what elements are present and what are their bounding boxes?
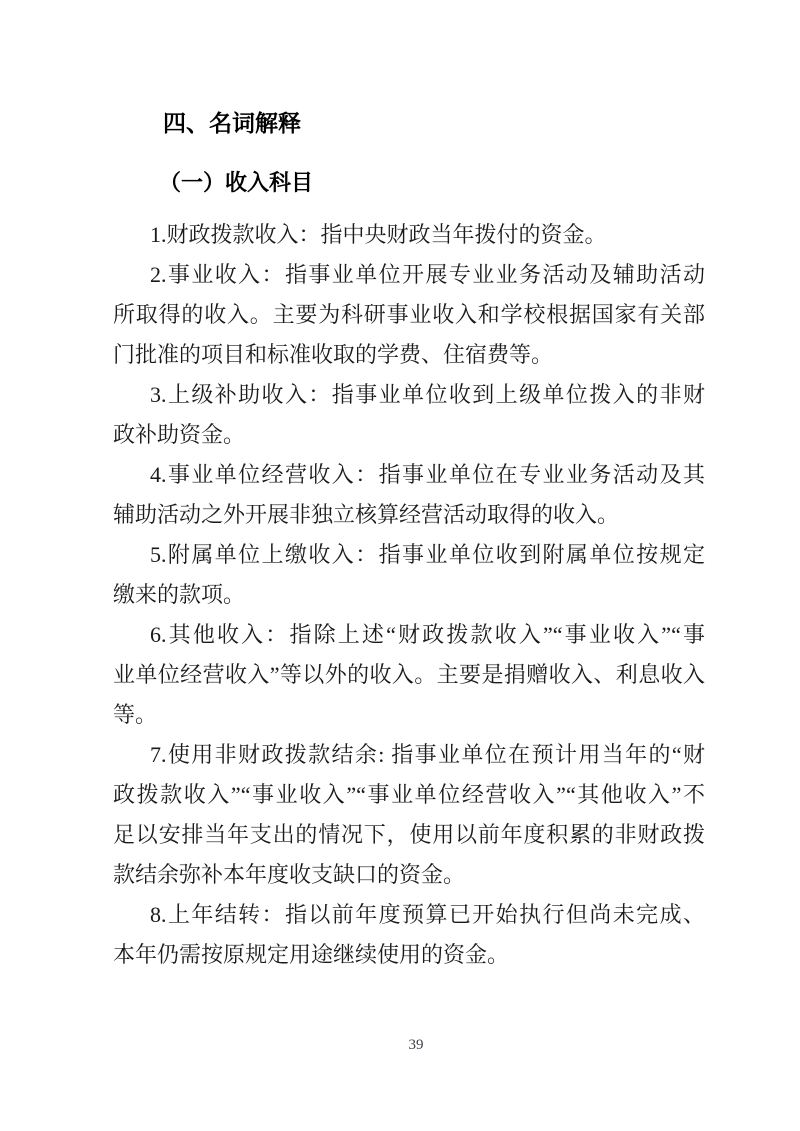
- glossary-paragraph: [113, 535, 705, 615]
- text-line: 3.上级补助收入：指事业单位收到上级单位拨入的非财: [150, 382, 705, 407]
- text-line: 本年仍需按原规定用途继续使用的资金。: [113, 942, 510, 967]
- glossary-paragraph: [113, 255, 705, 375]
- text-line: 等。: [113, 702, 158, 727]
- document-body: [113, 215, 705, 975]
- text-line: 4.事业单位经营收入：指事业单位在专业业务活动及其: [150, 462, 705, 487]
- glossary-paragraph: [113, 215, 705, 255]
- glossary-paragraph: [113, 375, 705, 455]
- section-title: 四、名词解释: [163, 110, 301, 136]
- text-line: 5.附属单位上缴收入：指事业单位收到附属单位按规定: [150, 542, 705, 567]
- glossary-paragraph: [113, 895, 705, 975]
- text-line: 款结余弥补本年度收支缺口的资金。: [113, 862, 466, 887]
- page-number: 39: [408, 1037, 424, 1053]
- text-line: 政补助资金。: [113, 422, 246, 447]
- text-line: 业单位经营收入”等以外的收入。主要是捐赠收入、利息收入: [113, 662, 705, 687]
- text-line: 2.事业收入：指事业单位开展专业业务活动及辅助活动: [150, 262, 705, 287]
- text-line: 足以安排当年支出的情况下，使用以前年度积累的非财政拨: [113, 822, 705, 847]
- glossary-paragraph: [113, 735, 705, 895]
- glossary-paragraph: [113, 455, 705, 535]
- document-content: [113, 103, 705, 975]
- text-line: 辅助活动之外开展非独立核算经营活动取得的收入。: [113, 502, 620, 527]
- subsection-title: （一）收入科目: [159, 170, 314, 195]
- text-line: 缴来的款项。: [113, 582, 246, 607]
- text-line: 6.其他收入：指除上述“财政拨款收入”“事业收入”“事: [150, 622, 705, 647]
- text-line: 8.上年结转：指以前年度预算已开始执行但尚未完成、: [150, 902, 705, 927]
- text-line: 1.财政拨款收入：指中央财政当年拨付的资金。: [150, 222, 607, 247]
- text-line: 所取得的收入。主要为科研事业收入和学校根据国家有关部: [113, 302, 705, 327]
- glossary-paragraph: [113, 615, 705, 735]
- text-line: 政拨款收入”“事业收入”“事业单位经营收入”“其他收入”不: [113, 782, 705, 807]
- text-line: 门批准的项目和标准收取的学费、住宿费等。: [113, 342, 554, 367]
- text-line: 7.使用非财政拨款结余: 指事业单位在预计用当年的“财: [150, 742, 705, 767]
